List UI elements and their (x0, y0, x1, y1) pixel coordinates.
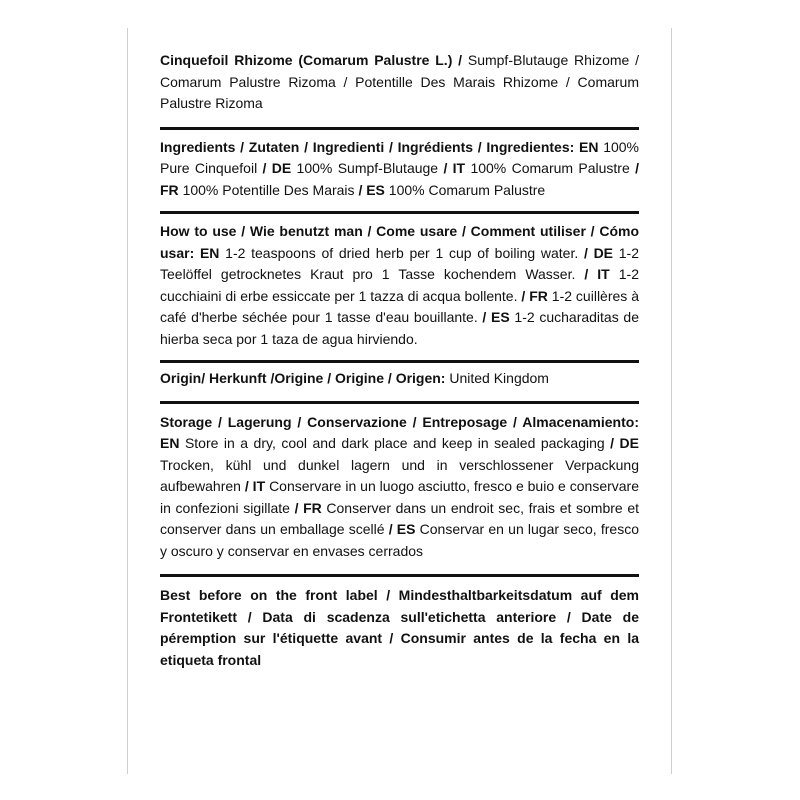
section-heading-text: / ES (358, 181, 389, 198)
section-heading-text: Storage / Lagerung / Conservazione / Entreposage / Almacenamiento: EN (160, 413, 639, 451)
section-heading-text: Best before on the front label / Mindesthaltbarkeitsdatum auf dem Frontetikett / Data di scadenza sull'etichetta anteriore / Date de péremption sur l'étiquette avant / Consumir antes de la fecha en la etiqueta frontal (160, 587, 639, 668)
section-body-text: 1-2 Teelöffel getrocknetes Kraut pro 1 Tasse kochendem Wasser. (160, 244, 639, 282)
section-heading-text: / DE (262, 160, 297, 176)
section-body-text: Conserver dans un endroit sec, frais et sombre et conserver dans un emballage scellé (160, 499, 640, 537)
section-heading-text: / IT (443, 160, 471, 176)
section-body-text: Sumpf-Blutauge Rhizome / Comarum Palustre Rizoma / Potentille Des Marais Rhizome / Comarum Palustre Rizoma (160, 52, 639, 111)
section-divider (160, 360, 639, 363)
storage-section (160, 412, 639, 563)
section-body-text: 100% Pure Cinquefoil (160, 138, 639, 176)
section-heading-text: Origin/ Herkunft /Origine / Origine / Origen: (160, 370, 450, 386)
section-body-text: Conservar en un lugar seco, fresco y oscuro y conservar en envases cerrados (160, 521, 639, 559)
section-heading-text: How to use / Wie benutzt man / Come usare / Comment utiliser / Cómo usar: EN (160, 223, 639, 261)
section-body-text: 1-2 cucharaditas de hierba seca por 1 taza de agua hirviendo. (160, 309, 639, 347)
section-heading-text: Cinquefoil Rhizome (Comarum Palustre L.) / (160, 52, 468, 68)
section-heading-text: / ES (482, 309, 515, 325)
page-edge-left (127, 28, 128, 774)
section-heading-text: / IT (244, 478, 270, 494)
section-heading-text: / ES (388, 521, 420, 537)
best-before-section (160, 585, 639, 671)
ingredients-section (160, 137, 639, 202)
how-to-use-section (160, 221, 639, 350)
section-body-text: 100% Sumpf-Blutauge (296, 160, 444, 176)
section-body-text: 1-2 teaspoons of dried herb per 1 cup of boiling water. (225, 244, 584, 261)
page-edge-right (671, 28, 672, 774)
label-document (160, 50, 639, 671)
origin-section (160, 368, 639, 390)
section-body-text: 1-2 cuillères à café d'herbe séchée pour 1 tasse d'eau bouillante. (160, 287, 639, 325)
section-body-text: 100% Comarum Palustre (470, 160, 636, 176)
section-heading-text: / FR (521, 287, 552, 304)
section-divider (160, 574, 639, 577)
section-heading-text: / FR (160, 160, 639, 198)
product-name-section (160, 50, 639, 115)
section-body-text: 1-2 cucchiaini di erbe essiccate per 1 tazza di acqua bollente. (160, 266, 639, 304)
section-body-text: Store in a dry, cool and dark place and keep in sealed packaging (184, 435, 611, 451)
section-heading-text: / DE (610, 435, 639, 451)
section-divider (160, 211, 639, 214)
section-body-text: Conservare in un luogo asciutto, fresco e buio e conservare in confezioni sigillate (160, 478, 639, 516)
section-heading-text: / IT (584, 266, 619, 282)
section-divider (160, 401, 639, 404)
section-body-text: 100% Comarum Palustre (388, 181, 546, 198)
section-heading-text: / DE (583, 244, 619, 261)
section-divider (160, 127, 639, 130)
section-heading-text: Ingredients / Zutaten / Ingredienti / Ingrédients / Ingredientes: EN (160, 138, 604, 155)
section-heading-text: / FR (294, 499, 327, 516)
section-body-text: United Kingdom (449, 370, 549, 386)
section-body-text: Trocken, kühl und dunkel lagern und in verschlossener Verpackung aufbewahren (160, 456, 639, 494)
section-body-text: 100% Potentille Des Marais (182, 181, 359, 198)
